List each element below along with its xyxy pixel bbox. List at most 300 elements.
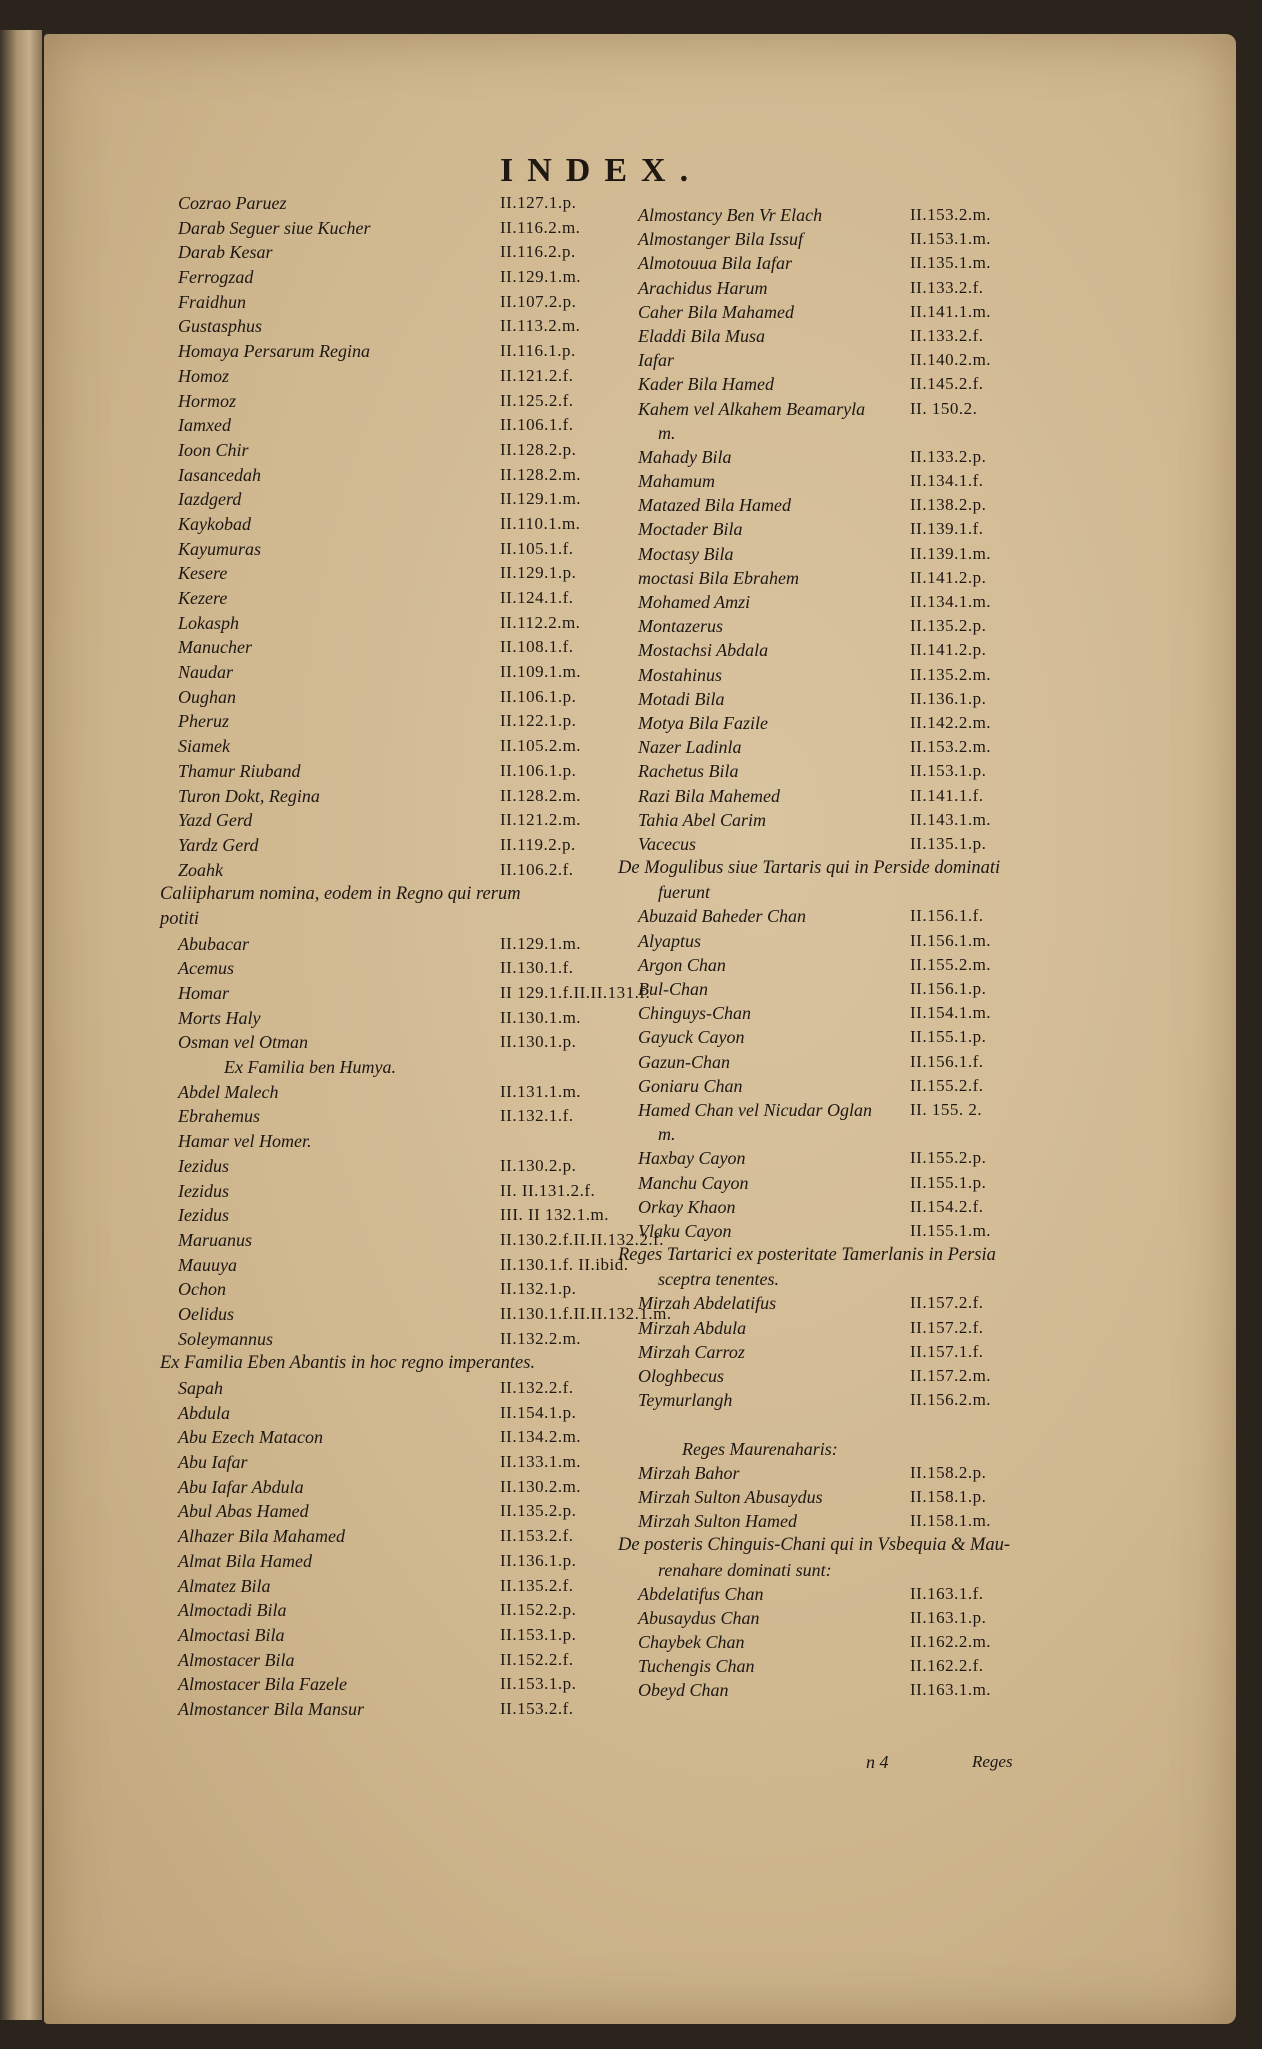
index-entry — [160, 1526, 610, 1551]
entry-name: Vacecus — [638, 833, 696, 854]
index-entry — [160, 810, 610, 835]
index-entry — [160, 884, 610, 909]
entry-reference: II.113.2.m. — [500, 316, 581, 336]
entry-name: Motya Bila Fazile — [638, 712, 768, 733]
entry-name: Kader Bila Hamed — [638, 374, 774, 395]
entry-name: Homar — [178, 983, 230, 1003]
index-entry — [618, 302, 1058, 326]
index-entry — [160, 934, 610, 959]
index-entry — [160, 1674, 610, 1699]
entry-name: Reges Maurenaharis: — [682, 1438, 838, 1459]
entry-name: sceptra tenentes. — [658, 1269, 779, 1290]
index-entry — [160, 983, 651, 1008]
index-entry — [160, 267, 610, 292]
entry-reference: II.153.1.p. — [500, 1674, 577, 1694]
index-entry — [160, 316, 610, 341]
index-entry — [160, 1551, 610, 1576]
entry-name: Abusaydus Chan — [638, 1607, 760, 1628]
index-entry — [618, 1003, 1058, 1027]
index-entry — [160, 1501, 610, 1526]
index-entry — [618, 1511, 1058, 1535]
entry-reference: II.135.2.m. — [910, 664, 992, 684]
entry-reference: II.130.1.f. — [500, 958, 574, 978]
entry-name: Teymurlangh — [638, 1390, 733, 1411]
entry-name: Iasancedah — [178, 464, 261, 485]
index-entry — [618, 326, 1058, 350]
entry-reference: II.135.2.f. — [500, 1575, 574, 1595]
entry-reference: II.141.2.p. — [910, 640, 987, 660]
entry-name: Iezidus — [178, 1205, 229, 1226]
index-entry — [618, 1680, 1058, 1704]
entry-name: Manchu Cayon — [638, 1172, 749, 1193]
entry-reference: II.136.1.p. — [910, 688, 987, 708]
index-entry — [618, 1342, 1058, 1366]
entry-reference: II.163.1.p. — [910, 1607, 987, 1627]
entry-reference: II.156.1.m. — [910, 930, 992, 950]
entry-name: Arachidus Harum — [638, 277, 768, 298]
entry-name: Eladdi Bila Musa — [638, 325, 765, 346]
entry-reference: II.108.1.f. — [500, 637, 574, 657]
entry-name: Kesere — [178, 563, 228, 584]
signature-mark: n 4 — [866, 1752, 889, 1772]
entry-name: Kaykobad — [178, 513, 251, 534]
entry-name: fuerunt — [658, 882, 710, 903]
index-entry — [160, 1576, 610, 1601]
entry-reference: II.157.2.f. — [910, 1317, 984, 1337]
entry-name: Mauuya — [178, 1254, 237, 1275]
index-entry — [618, 592, 1058, 616]
index-entry — [618, 1390, 1058, 1414]
entry-name: Abuzaid Baheder Chan — [638, 906, 806, 927]
index-entry — [160, 1254, 629, 1280]
index-entry — [618, 713, 1058, 737]
entry-name: Orkay Khaon — [638, 1196, 736, 1217]
index-entry — [160, 958, 610, 983]
entry-reference: II.156.1.f. — [910, 1051, 984, 1071]
index-entry — [160, 1353, 610, 1378]
entry-reference: II.155.2.f. — [910, 1075, 984, 1095]
entry-reference: II.136.1.p. — [500, 1550, 577, 1570]
entry-name: Oughan — [178, 686, 236, 707]
index-entry — [618, 616, 1058, 640]
entry-name: Darab Seguer siue Kucher — [178, 217, 371, 238]
index-entry — [160, 1057, 610, 1082]
index-entry — [618, 1414, 1058, 1438]
entry-reference: II.132.1.f. — [500, 1106, 574, 1126]
entry-reference: II.156.1.f. — [910, 906, 984, 926]
page-title: INDEX. — [500, 152, 703, 189]
entry-reference: II.105.1.f. — [500, 538, 574, 558]
entry-name: Maruanus — [178, 1229, 253, 1250]
entry-reference: II.156.2.m. — [910, 1390, 992, 1410]
entry-name: Alhazer Bila Mahamed — [178, 1526, 345, 1547]
entry-reference: II.129.1.m. — [500, 267, 582, 287]
entry-name: Turon Dokt, Regina — [178, 785, 320, 806]
index-entry — [160, 1329, 610, 1354]
entry-name: moctasi Bila Ebrahem — [638, 567, 799, 588]
index-entry — [618, 1584, 1058, 1608]
entry-reference: II.155.2.m. — [910, 954, 992, 974]
index-entry — [618, 205, 1058, 229]
entry-name: Homaya Persarum Regina — [178, 341, 370, 362]
entry-name: Soleymannus — [178, 1328, 273, 1349]
entry-name: Ex Familia ben Humya. — [224, 1057, 396, 1078]
entry-reference: II.119.2.p. — [500, 834, 576, 854]
index-entry — [160, 366, 610, 391]
entry-name: Ologhbecus — [638, 1366, 724, 1386]
entry-name: Argon Chan — [638, 954, 726, 975]
entry-reference: II.133.2.f. — [910, 277, 984, 297]
index-entry — [618, 858, 1058, 882]
entry-name: potiti — [160, 908, 200, 929]
entry-name: Mohamed Amzi — [638, 592, 751, 612]
index-entry — [160, 563, 610, 588]
index-entry — [618, 568, 1058, 592]
entry-reference: II.156.1.p. — [910, 979, 987, 998]
entry-name: Nazer Ladinla — [638, 737, 742, 758]
index-entry — [618, 1632, 1058, 1656]
entry-reference: II.143.1.m. — [910, 809, 992, 829]
entry-reference: II. II.131.2.f. — [500, 1180, 596, 1200]
index-entry — [160, 1032, 610, 1057]
index-entry — [160, 1650, 610, 1675]
entry-name: Almotouua Bila Iafar — [638, 253, 792, 274]
index-entry — [618, 1535, 1058, 1559]
index-entry — [618, 1100, 1058, 1124]
entry-name: Darab Kesar — [178, 242, 273, 263]
entry-name: Iafar — [638, 350, 674, 371]
index-entry — [618, 786, 1058, 810]
entry-reference: II.134.1.f. — [910, 471, 984, 491]
entry-reference: II.106.1.p. — [500, 686, 577, 706]
index-entry — [618, 1197, 1058, 1221]
entry-name: Mirzah Bahor — [638, 1462, 740, 1483]
index-entry — [160, 1008, 610, 1033]
entry-reference: II.139.1.m. — [910, 543, 992, 563]
entry-name: Acemus — [178, 958, 234, 979]
entry-name: De posteris Chinguis-Chani qui in Vsbequia & Mau- — [618, 1535, 1011, 1556]
entry-name: Almostanger Bila Issuf — [638, 229, 803, 250]
entry-reference: II.162.2.m. — [910, 1632, 992, 1652]
entry-name: Chinguys-Chan — [638, 1003, 752, 1024]
entry-reference: II.158.2.p. — [910, 1462, 987, 1482]
index-entry — [160, 1427, 610, 1452]
index-entry — [618, 931, 1058, 955]
entry-reference: II.132.1.p. — [500, 1279, 577, 1299]
index-entry — [160, 662, 610, 687]
entry-reference: II.134.1.m. — [910, 592, 992, 611]
entry-name: Vlaku Cayon — [638, 1220, 732, 1241]
entry-reference: II.130.2.p. — [500, 1155, 577, 1175]
index-entry — [618, 1463, 1058, 1487]
entry-reference: II.130.2.f.II.II.132.2.f. — [500, 1229, 665, 1249]
index-entry — [618, 519, 1058, 543]
right-index-column — [618, 205, 1058, 1705]
entry-name: Mirzah Abdelatifus — [638, 1293, 777, 1314]
index-entry — [618, 1148, 1058, 1172]
entry-name: Almostancer Bila Mansur — [178, 1698, 364, 1719]
entry-name: Lokasph — [178, 612, 240, 633]
entry-name: Thamur Riuband — [178, 760, 301, 781]
entry-reference: II.109.1.m. — [500, 662, 582, 682]
entry-name: Abubacar — [178, 933, 249, 954]
entry-name: Mostahinus — [638, 664, 723, 685]
index-entry — [618, 882, 1058, 906]
catchword: Reges — [972, 1752, 1013, 1771]
entry-name: Hamed Chan vel Nicudar Oglan — [638, 1099, 872, 1120]
entry-reference: II.130.1.f. II.ibid. — [500, 1254, 629, 1274]
index-entry — [618, 495, 1058, 519]
entry-reference: II.163.1.m. — [910, 1680, 992, 1700]
entry-reference: II.132.2.m. — [500, 1328, 582, 1348]
index-entry — [618, 737, 1058, 761]
index-entry — [160, 539, 610, 564]
index-entry — [618, 1076, 1058, 1100]
entry-reference: II.131.1.m. — [500, 1081, 582, 1101]
index-entry — [160, 1181, 610, 1206]
entry-reference: II.162.2.f. — [910, 1656, 984, 1676]
index-entry — [160, 761, 610, 786]
entry-reference: II.139.1.f. — [910, 519, 984, 539]
index-entry — [618, 810, 1058, 834]
entry-name: Kayumuras — [178, 538, 262, 559]
index-entry — [618, 979, 1058, 1003]
index-entry — [618, 229, 1058, 253]
entry-reference: II.130.1.p. — [500, 1032, 577, 1052]
index-entry — [160, 711, 610, 736]
index-entry — [160, 687, 610, 712]
entry-name: Mirzah Sulton Hamed — [638, 1511, 797, 1532]
entry-name: Mahady Bila — [638, 446, 732, 467]
entry-reference: II.133.2.f. — [910, 325, 984, 345]
adjacent-page-edge — [0, 30, 42, 2020]
entry-reference: II.157.2.f. — [910, 1293, 984, 1313]
entry-name: Iezidus — [178, 1155, 229, 1176]
entry-reference: II 129.1.f.II.II.131.f. — [500, 983, 651, 1002]
index-entry — [160, 391, 610, 416]
entry-name: Montazerus — [638, 616, 723, 637]
index-entry — [160, 786, 610, 811]
index-entry — [618, 423, 1058, 447]
index-entry — [160, 1131, 610, 1156]
entry-reference: II.154.2.f. — [910, 1196, 984, 1216]
entry-reference: II.155.2.p. — [910, 1148, 987, 1168]
entry-name: Kezere — [178, 588, 228, 608]
index-entry — [618, 1439, 1058, 1463]
entry-name: Mostachsi Abdala — [638, 640, 769, 661]
entry-name: Mirzah Carroz — [638, 1341, 745, 1362]
index-entry — [160, 1082, 610, 1107]
index-entry — [160, 1403, 610, 1428]
entry-reference: II.107.2.p. — [500, 291, 577, 311]
index-entry — [160, 1699, 610, 1724]
entry-reference: II.153.1.p. — [910, 761, 987, 781]
entry-reference: II.116.2.p. — [500, 242, 576, 262]
index-entry — [618, 1560, 1058, 1584]
entry-name: Ioon Chir — [178, 439, 249, 460]
index-entry — [618, 834, 1058, 858]
index-entry — [160, 1205, 610, 1230]
index-entry — [160, 514, 610, 539]
entry-name: Almat Bila Hamed — [178, 1550, 312, 1571]
entry-name: Manucher — [178, 637, 252, 658]
entry-name: Abu Iafar Abdula — [178, 1476, 304, 1497]
index-entry — [160, 292, 610, 317]
entry-name: Bul-Chan — [638, 979, 708, 999]
entry-name: Abdelatifus Chan — [638, 1583, 764, 1604]
entry-name: Iamxed — [178, 415, 231, 436]
index-entry — [160, 1600, 610, 1625]
index-entry — [160, 1303, 672, 1329]
entry-reference: II.129.1.m. — [500, 489, 582, 509]
entry-reference: II.129.1.m. — [500, 933, 582, 953]
entry-reference: II.153.2.m. — [910, 205, 992, 224]
entry-reference: II.128.2.m. — [500, 464, 582, 484]
entry-reference: II.129.1.p. — [500, 563, 577, 583]
entry-reference: II.141.2.p. — [910, 567, 987, 587]
entry-reference: II.152.2.p. — [500, 1600, 577, 1620]
entry-name: Abul Abas Hamed — [178, 1501, 309, 1522]
index-entry — [618, 1052, 1058, 1076]
entry-name: Caher Bila Mahamed — [638, 301, 794, 322]
entry-name: Abu Iafar — [178, 1452, 248, 1473]
entry-name: Siamek — [178, 736, 230, 757]
entry-name: Pheruz — [178, 711, 229, 732]
entry-reference: II.153.2.m. — [910, 737, 992, 757]
entry-reference: II.154.1.m. — [910, 1003, 992, 1023]
entry-name: Cozrao Paruez — [178, 193, 287, 213]
entry-reference: II.132.2.f. — [500, 1378, 574, 1397]
entry-name: Osman vel Otman — [178, 1032, 308, 1053]
index-entry — [618, 253, 1058, 277]
entry-reference: II.124.1.f. — [500, 588, 574, 607]
entry-name: Ebrahemus — [178, 1106, 260, 1127]
index-entry — [618, 1608, 1058, 1632]
entry-reference: II.121.2.f. — [500, 365, 574, 385]
entry-name: Almostacer Bila — [178, 1649, 295, 1670]
entry-reference: II.157.1.f. — [910, 1341, 984, 1361]
entry-name: Motadi Bila — [638, 688, 725, 709]
index-entry — [160, 1452, 610, 1477]
entry-reference: II.106.1.p. — [500, 760, 577, 780]
entry-name: Kahem vel Alkahem Beamaryla — [638, 398, 866, 419]
entry-name: Rachetus Bila — [638, 761, 739, 782]
entry-name: Caliipharum nomina, eodem in Regno qui rerum — [160, 884, 521, 905]
entry-reference: II.157.2.m. — [910, 1366, 992, 1385]
index-entry — [160, 1279, 610, 1304]
entry-name: Alyaptus — [638, 930, 701, 951]
entry-name: Tahia Abel Carim — [638, 809, 767, 830]
entry-reference: II.122.1.p. — [500, 711, 577, 731]
entry-reference: II.125.2.f. — [500, 390, 574, 410]
entry-name: Ex Familia Eben Abantis in hoc regno imperantes. — [160, 1353, 536, 1374]
entry-reference: II.127.1.p. — [500, 193, 577, 212]
index-entry — [160, 637, 610, 662]
entry-reference: II.153.1.p. — [500, 1624, 577, 1644]
entry-name: Homoz — [178, 365, 230, 386]
index-entry — [160, 1477, 610, 1502]
entry-reference: II.153.2.f. — [500, 1526, 574, 1546]
entry-name: Goniaru Chan — [638, 1075, 743, 1096]
index-entry — [618, 1366, 1058, 1390]
entry-reference: II.155.1.p. — [910, 1027, 987, 1047]
entry-name: Mirzah Sulton Abusaydus — [638, 1486, 823, 1507]
entry-reference: II.158.1.p. — [910, 1486, 987, 1506]
entry-name: Ferrogzad — [178, 267, 254, 288]
index-entry — [618, 374, 1058, 398]
index-entry — [160, 835, 610, 860]
entry-name: Hamar vel Homer. — [178, 1131, 312, 1152]
index-entry — [618, 761, 1058, 785]
entry-reference: II. 155. 2. — [910, 1099, 983, 1119]
entry-reference: II.138.2.p. — [910, 495, 987, 515]
entry-reference: II.140.2.m. — [910, 350, 992, 370]
entry-name: Razi Bila Mahemed — [638, 785, 780, 806]
entry-reference: II.121.2.m. — [500, 810, 582, 830]
entry-reference: II.133.2.p. — [910, 446, 987, 466]
entry-name: Iezidus — [178, 1180, 229, 1201]
entry-name: Reges Tartarici ex posteritate Tamerlanis in Persia — [618, 1245, 996, 1266]
index-entry — [160, 909, 610, 934]
index-entry — [618, 689, 1058, 713]
entry-name: Ochon — [178, 1279, 226, 1300]
entry-reference: III. II 132.1.m. — [500, 1205, 610, 1225]
entry-name: Hormoz — [178, 390, 237, 411]
entry-name: Almostancy Ben Vr Elach — [638, 205, 823, 225]
entry-name: m. — [658, 1124, 676, 1145]
entry-name: Matazed Bila Hamed — [638, 495, 791, 516]
entry-name: De Mogulibus siue Tartaris qui in Perside dominati — [618, 858, 1001, 879]
index-entry — [160, 465, 610, 490]
entry-name: Almostacer Bila Fazele — [178, 1674, 347, 1695]
entry-reference: II. 150.2. — [910, 398, 978, 418]
entry-name: Almoctasi Bila — [178, 1624, 285, 1645]
entry-reference: II.155.1.p. — [910, 1172, 987, 1192]
entry-reference: II.134.2.m. — [500, 1427, 582, 1447]
index-entry — [618, 1487, 1058, 1511]
entry-reference: II.133.1.m. — [500, 1452, 582, 1472]
index-entry — [618, 1027, 1058, 1051]
index-entry — [160, 440, 610, 465]
entry-reference: II.145.2.f. — [910, 374, 984, 394]
index-entry — [618, 447, 1058, 471]
entry-name: m. — [658, 422, 676, 443]
entry-reference: II.106.2.f. — [500, 859, 574, 879]
index-entry — [618, 278, 1058, 302]
index-entry — [618, 471, 1058, 495]
index-entry — [160, 588, 610, 613]
entry-name: Almoctadi Bila — [178, 1600, 287, 1621]
entry-reference: II.135.2.p. — [910, 616, 987, 636]
entry-name: Oelidus — [178, 1303, 234, 1324]
entry-name: Gustasphus — [178, 316, 263, 337]
entry-reference: II.153.1.m. — [910, 229, 992, 249]
index-entry — [160, 613, 610, 638]
entry-name: Sapah — [178, 1378, 223, 1398]
entry-name: Iazdgerd — [178, 489, 242, 510]
entry-name: Gazun-Chan — [638, 1051, 731, 1072]
entry-reference: II.116.2.m. — [500, 217, 581, 237]
index-entry — [160, 736, 610, 761]
index-entry — [618, 1245, 1058, 1269]
entry-reference: II.158.1.m. — [910, 1511, 992, 1531]
entry-name: Abdel Malech — [178, 1081, 279, 1102]
entry-reference: II.155.1.m. — [910, 1220, 992, 1240]
entry-name: Gayuck Cayon — [638, 1027, 745, 1048]
index-entry — [618, 1318, 1058, 1342]
entry-name: Naudar — [178, 662, 234, 683]
entry-reference: II.163.1.f. — [910, 1583, 984, 1603]
